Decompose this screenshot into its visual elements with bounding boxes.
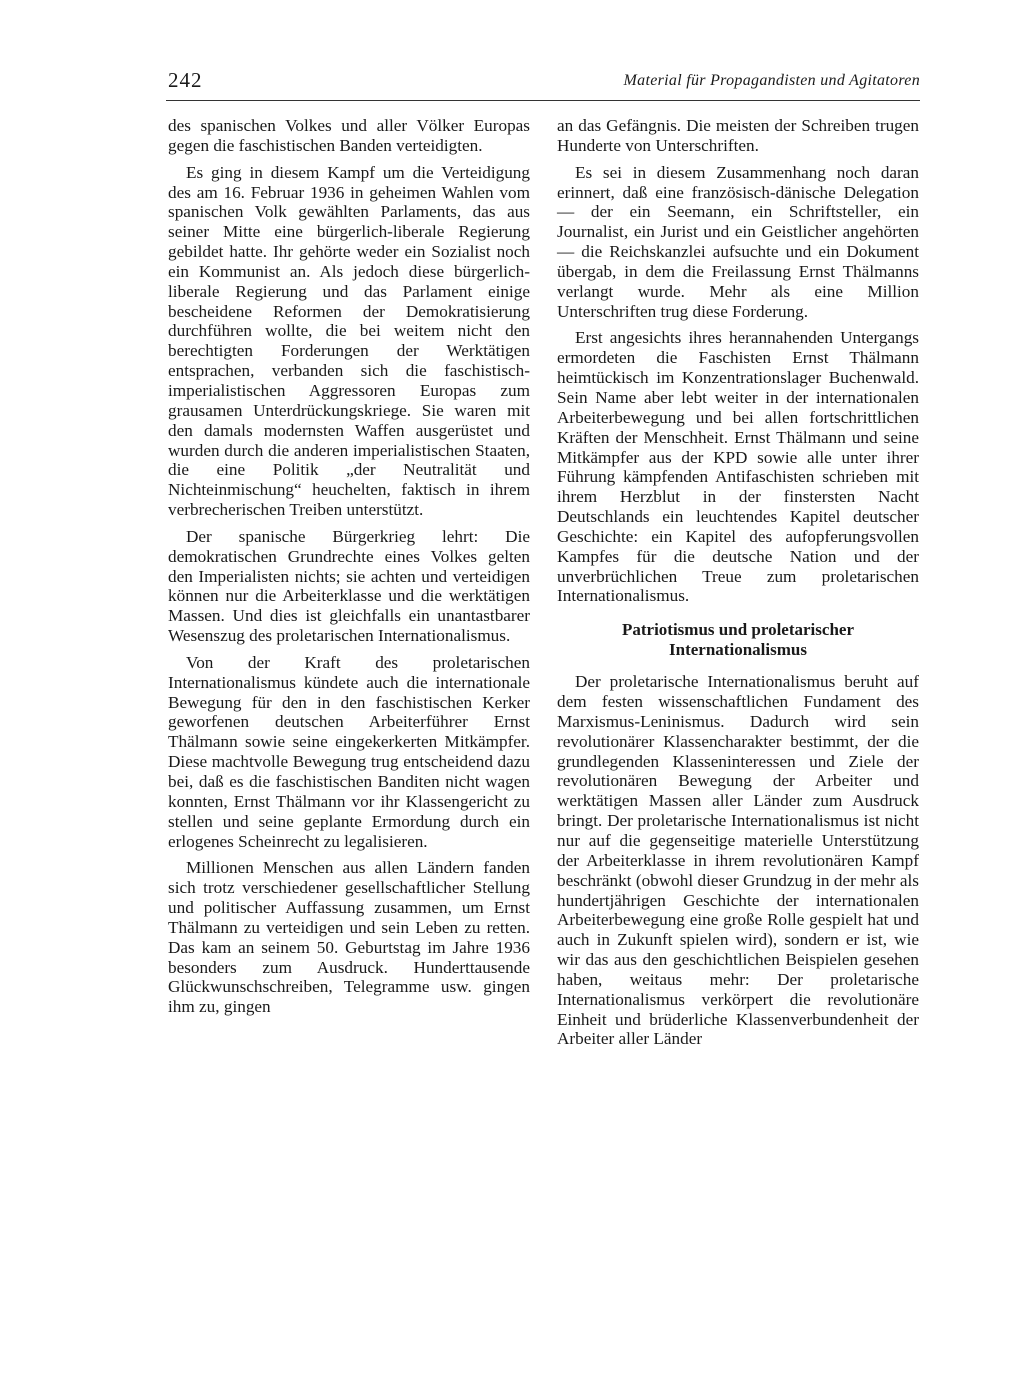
paragraph: des spanischen Volkes und aller Völker Europas gegen die faschistischen Banden verteidigten. xyxy=(168,116,530,155)
section-heading-line: Patriotismus und proletarischer xyxy=(621,620,854,640)
right-column xyxy=(557,116,919,1056)
paragraph: Der proletarische Internationalismus beruht auf dem festen wissenschaftlichen Fundament des Marxismus-Leninismus. Dadurch wird sein revolutionärer Klassencharakter bestimmt, der die grundlegenden Klasseninteressen und Ziele der revolutionären Bewegung der Arbeiter und werktätigen Massen aller Länder zum Ausdruck bringt. Der proletarische Internationalismus ist nicht nur auf die gegenseitige materielle Unterstützung der Arbeiterklasse in ihrem revolutionären Kampf beschränkt (obwohl dieser Grundzug in der mehr als hundertjährigen Geschichte der internationalen Arbeiterbewegung eine große Rolle gespielt hat und auch in Zukunft spielen wird), sondern er ist, wie wir das aus den geschichtlichen Beispielen gesehen haben, weitaus mehr: Der proletarische Internationalismus verkörpert die revolutionäre Einheit und brüderliche Klassenverbundenheit der Arbeiter aller Länder xyxy=(557,672,919,1049)
paragraph: Der spanische Bürgerkrieg lehrt: Die demokratischen Grundrechte eines Volkes gelten den Imperialisten nichts; sie achten und verteidigen können nur die Arbeiterklasse und die werktätigen Massen. Und dies ist gleichfalls ein unantastbarer Wesenszug des proletarischen Internationalismus. xyxy=(168,526,530,646)
header-rule xyxy=(166,100,920,101)
paragraph: Es ging in diesem Kampf um die Verteidigung des am 16. Februar 1936 in geheimen Wahlen vom spanischen Volk gewählten Parlaments, das aus seiner Mitte eine bürgerlich-liberale Regierung gebildet hatte. Ihr gehörte weder ein Sozialist noch ein Kommunist an. Als jedoch diese bürgerlich-liberale Regierung und das Parlament einige bescheidene Reformen der Demokratisierung durchführen wollte, die bei weitem nicht den berechtigten Forderungen der Werktätigen entsprachen, verbanden sich die faschistisch-imperialistischen Aggressoren Europas zum grausamen Unterdrückungskriege. Sie waren mit den damals modernsten Waffen ausgerüstet und wurden durch die anderen imperialistischen Staaten, die eine Politik „der Neutralität und Nichteinmischung“ heuchelten, faktisch in ihrem verbrecherischen Treiben unterstützt. xyxy=(168,162,530,520)
paragraph: Erst angesichts ihres herannahenden Untergangs ermordeten die Faschisten Ernst Thälmann heimtückisch im Konzentrationslager Buchenwald. Sein Name aber lebt weiter in der internationalen Arbeiterbewegung und bei allen fortschrittlichen Kräften der Menschheit. Ernst Thälmann und seine Mitkämpfer aus der KPD sowie alle unter ihrer Führung kämpfenden Antifaschisten schrieben mit ihrem Herzblut in der finstersten Nacht Deutschlands ein leuchtendes Kapitel deutscher Geschichte: ein Kapitel des aufopferungsvollen Kampfes für die deutsche Nation und der unverbrüchlichen Treue zum proletarischen Internationalismus. xyxy=(557,328,919,606)
section-heading-line: Internationalismus xyxy=(669,640,807,660)
paragraph: an das Gefängnis. Die meisten der Schreiben trugen Hunderte von Unterschriften. xyxy=(557,116,919,155)
section-heading xyxy=(557,620,919,660)
running-head: Material für Propagandisten und Agitatoren xyxy=(623,72,920,89)
page-number: 242 xyxy=(168,68,203,92)
paragraph: Es sei in diesem Zusammenhang noch daran erinnert, daß eine französisch-dänische Delegation — der ein Seemann, ein Schriftsteller, ein Journalist, ein Jurist und ein Geistlicher angehörten — die Reichskanzlei aufsuchte und ein Dokument übergab, in dem die Freilassung Ernst Thälmanns verlangt wurde. Mehr als eine Million Unterschriften trug diese Forderung. xyxy=(557,162,919,321)
paragraph: Von der Kraft des proletarischen Internationalismus kündete auch die internationale Bewegung für den in den faschistischen Kerker geworfenen deutschen Arbeiterführer Ernst Thälmann sowie seine eingekerkerten Mitkämpfer. Diese machtvolle Bewegung trug entscheidend dazu bei, daß es die faschistischen Banditen nicht wagen konnten, Ernst Thälmann vor ihr Klassengericht zu stellen und seine geplante Ermordung durch ein erlogenes Scheinrecht zu legalisieren. xyxy=(168,652,530,851)
left-column xyxy=(168,116,530,1024)
paragraph: Millionen Menschen aus allen Ländern fanden sich trotz verschiedener gesellschaftlicher Stellung und politischer Auffassung zusammen, um Ernst Thälmann zu verteidigen und sein Leben zu retten. Das kam an seinem 50. Geburtstag im Jahre 1936 besonders zum Ausdruck. Hunderttausende Glückwunschschreiben, Telegramme usw. gingen ihm zu, gingen xyxy=(168,858,530,1017)
